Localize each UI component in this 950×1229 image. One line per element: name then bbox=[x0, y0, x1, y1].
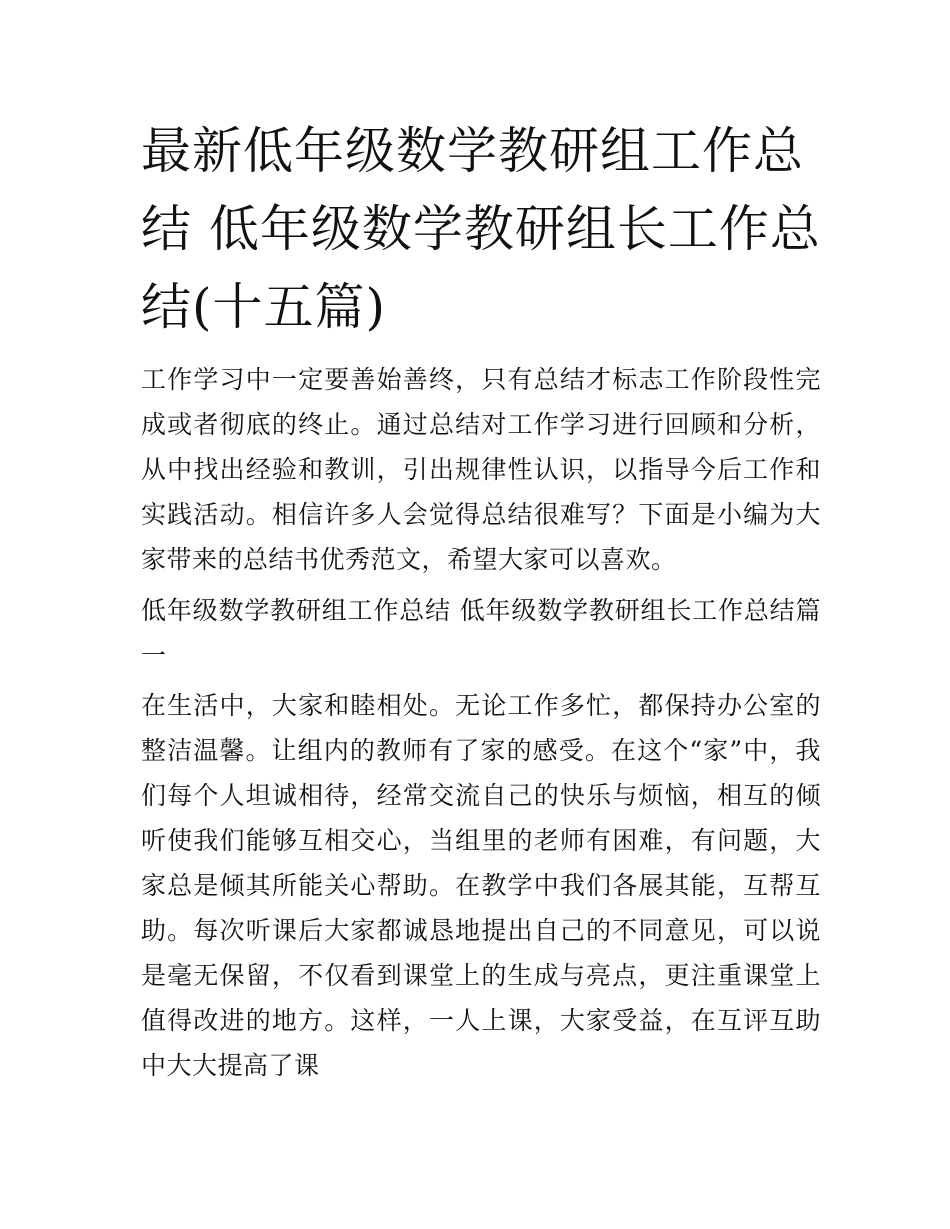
document-body bbox=[141, 357, 821, 1088]
document-title: 最新低年级数学教研组工作总结 低年级数学教研组长工作总结(十五篇) bbox=[141, 122, 821, 336]
intro-paragraph: 工作学习中一定要善始善终，只有总结才标志工作阶段性完成或者彻底的终止。通过总结对工作学习进行回顾和分析，从中找出经验和教训，引出规律性认识，以指导今后工作和实践活动。相信许多人会觉得总结很难写？下面是小编为大家带来的总结书优秀范文，希望大家可以喜欢。 bbox=[141, 365, 821, 574]
section-heading: 低年级数学教研组工作总结 低年级数学教研组长工作总结篇一 bbox=[141, 596, 821, 670]
section-body-paragraph: 在生活中，大家和睦相处。无论工作多忙，都保持办公室的整洁温馨。让组内的教师有了家的感受。在这个“家”中，我们每个人坦诚相待，经常交流自己的快乐与烦恼，相互的倾听使我们能够互相交心，当组里的老师有困难，有问题，大家总是倾其所能关心帮助。在教学中我们各展其能，互帮互助。每次听课后大家都诚恳地提出自己的不同意见，可以说是毫无保留，不仅看到课堂上的生成与亮点，更注重课堂上值得改进的地方。这样，一人上课，大家受益，在互评互助中大大提高了课 bbox=[141, 691, 821, 1080]
